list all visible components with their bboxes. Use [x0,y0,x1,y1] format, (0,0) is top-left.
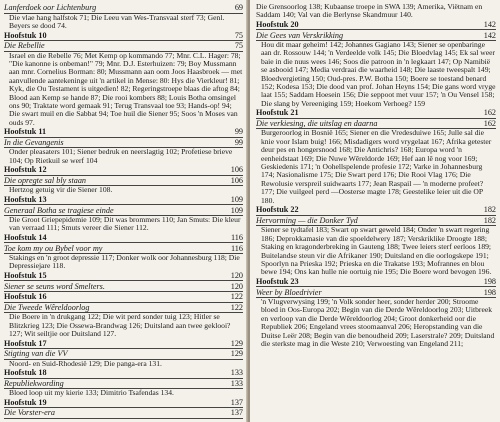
toc-page-number: 162 [483,108,496,118]
toc-subentries: Siener se tydtafel 183; Swart op swart geweld 184; Onder 'n swart regering 186; Deprokkamasie van die spoeldelwery 187; Verskriklike Droogte 188; Staking en kragonderbreking in Gauteng 188; Twee leiers sterf eerloos 189; Buitelandse steun vir die Afrikaner 190; Duitsland en die oorlogskepe 191; Spoorlyn na Prieska 192; Prieska en die Trakatse 193; Mofrannes en blou bewe 194; Ons kan hulle nie oortuig nie 195; Die Boere word bevogen 196. [261,225,492,277]
toc-heading [4,127,243,137]
toc-title: Die Tweede Wêreldoorlog [4,302,90,312]
toc-title: Die Gees van Verskrikking [256,30,344,40]
toc-entry [4,398,243,408]
toc-page-number: 116 [231,243,243,253]
toc-title: Hoofstuk 16 [4,292,47,302]
toc-page-number: 142 [483,30,496,40]
toc-heading [4,31,243,41]
toc-entry [4,138,243,165]
toc-subentries: Burgeroorlog in Bosnië 165; Siener en die Vredesduiwe 165; Julle sal die knie voor Islam buig! 166; Misdadigers word vrygelaat 167; Afrika getester deur pes en hongersnood 168; Die Antichris? 168; Europa word 'n eenheidstaat 169; Die Nuwe Wêreldorde 169; Hef aan lê nog voor 169; Geskiedenis 171; 'n Oohellspelende profesie 172; Varke in Johannesburg 174; Nasionalisme 175; Die Swart perd 176; Die Rooi Vlag 176; Die Rewolusie verspreil suidwaarts 177; Jean Raspail — 'n moderne profeet? 177; Die vuilgeel perd —Oosterse magte 178; Geestelike leier uit die OP 180. [261,128,492,205]
toc-title: Die Vorster-era [4,408,55,418]
toc-title: Siener se seuns word Smelters. [4,281,105,291]
toc-subentries: Hertzog getuig vir die Siener 108. [9,185,113,195]
toc-page-number: 162 [483,119,496,129]
toc-entry [256,205,496,215]
toc-heading [4,368,243,378]
toc-title: Die opregte sal bly staan [4,176,87,186]
toc-subentries: Onder pleasaters 101; Siener bedruk en neerslagtig 102; Profetiese brieve 104; Op Rietkuil se werf 104 [9,147,233,165]
toc-page-number: 198 [483,287,496,297]
toc-entry [4,165,243,175]
toc-page-number: 129 [230,338,243,348]
toc-heading [256,20,496,30]
toc-heading [256,205,496,215]
toc-page-number: 142 [483,20,496,29]
toc-entry [4,3,243,30]
toc-entry [4,176,243,195]
toc-page-number: 99 [234,138,243,148]
toc-heading [4,292,243,302]
toc-entry [4,339,243,349]
toc-page-number: 120 [230,271,243,281]
toc-page-number: 109 [230,205,243,215]
toc-title: In die Gevangenis [4,138,64,148]
toc-subentries: Die Grensoorlog 138; Kubaanse troepe in SWA 139; Amerika, Viëtnam en Saddam 140; Val van die Berlynse Skandmuur 140. [256,2,483,20]
toc-heading [4,271,243,281]
toc-title: Hoofstuk 21 [256,108,299,118]
toc-entry [4,368,243,378]
toc-title: Hoofstuk 10 [4,30,47,40]
toc-page-number: 137 [230,397,243,407]
toc-page-number: 133 [230,368,243,378]
toc-entry [4,233,243,243]
toc-page-number: 106 [230,176,243,186]
toc-title: Hoofstuk 11 [4,127,47,137]
toc-subentries: Israel en die Rebelle 76; Met Kemp op kommando 77; Mnr. C.L. Hager: 78; "Die kanonne is onbeman!" 79; Mnr. D.J. Esterhuizen: 79; Boy Mussmann aan mnr. Cornelius Borman: 80; Mussmann aan oom Joos Haasbroek — met aanvullende aantekeninge uit 'n artikel in Mense: 80: Hys die Vierkleur! 81; Kyk, die Ou Testament is uitgedien! 82; Regeringstroepe blaas die aftog 84; Blood aan Kemp se hande 87; Die rooi kombers 88; Louis Botha omsingel ons 90; Traktate word gemaak 91; Terug Transvaal toe 93; Hands-op! 94; Die swart muil en die Sabbat 94; Toe huil die Siener 95; Soos 'n Moses van ouds 97. [9,50,243,127]
right-page [250,0,500,422]
toc-page-number: 75 [234,41,243,51]
toc-subentries: Hou dit maar geheim! 142; Johannes Gagiano 143; Siener se openbaringe aan dr. Rossouw 144; 'n Verdeelde volk 145; Die Bloedvlag 145; Ek sal weer baie in die nuus wees 146; Soos die patroon in 'n legkaart 147; Op Namibië se asbooid 147; Media verdraai die waarheid 148; Die laaste tweespalt 149; Bloedvergieting 150; Oud-pres. P.W. Botha 150; Boere se toestand benard 152; Kodesa 153; Die dood van prof. Johan Heyns 154; Die gans word vryge laat 155; Saddam Hoesein 156; Die seppoot met vuur 157; 'n Ou Vensel 158; Die slang by Vereeniging 159; Hoekom Verhoeg? 159 [261,40,496,108]
toc-entry [4,244,243,271]
toc-title: Hoofstuk 15 [4,271,47,281]
toc-page-number: 122 [230,292,243,302]
toc-entry [256,277,496,287]
toc-heading [4,165,243,175]
toc-entry [4,303,243,339]
toc-heading [4,282,243,292]
toc-title: Hoofstuk 19 [4,397,47,407]
toc-entry [4,206,243,233]
toc-title: Hoofstuk 22 [256,205,299,215]
toc-title: Hoofstuk 12 [4,165,47,175]
toc-entry [256,31,496,109]
toc-page-number: 99 [234,127,243,137]
toc-title: Weer by Bloedrivier [256,287,322,297]
toc-page-number: 137 [230,408,243,418]
toc-entry [256,288,496,349]
toc-page-number: 75 [234,30,243,40]
toc-title: Generaal Botha se tragiese einde [4,205,114,215]
toc-title: Republiekwording [4,378,64,388]
toc-page-number: 182 [483,215,496,225]
toc-title: Stigting van die VV [4,349,68,359]
toc-entry [4,127,243,137]
toc-title: Die verkiesing, die uitslag en daarna [256,119,378,129]
toc-entry [4,349,243,368]
toc-page-number: 198 [483,276,496,286]
toc-heading [4,398,243,408]
toc-entry [4,195,243,205]
toc-title: Toe kom my ou Bybel voor my [4,243,103,253]
left-page [0,0,248,422]
toc-title: Hoofstuk 20 [256,20,299,29]
toc-entry [4,282,243,292]
toc-subentries: Die vlae hang halfstok 71; Die Leeu van Wes-Transvaal sterf 73; Genl. Beyers se dood 74. [9,12,225,30]
toc-page-number: 182 [483,205,496,215]
toc-entry [4,31,243,41]
toc-subentries: Noord- en Suid-Rhodesië 129; Die panga-era 131. [9,358,162,368]
toc-subentries: Die Groot Griepepidemie 109; Dit was brommers 110; Jan Smuts: Die kleur van verraad 111; Smuts vereer die Siener 112. [9,215,241,233]
toc-title: Die Rebellie [4,41,45,51]
toc-entry [256,216,496,277]
toc-entry [256,119,496,205]
toc-subentries: Bloed loop uit my kierie 133; Dimitrio Tsafendas 134. [9,388,174,398]
toc-title: Hoofstuk 14 [4,233,47,243]
toc-page-number: 122 [230,302,243,312]
toc-entry [256,20,496,30]
toc-page-number: 69 [234,3,243,13]
toc-entry [4,41,243,127]
toc-heading [4,339,243,349]
toc-heading [4,233,243,243]
toc-entry [4,379,243,398]
toc-page-number: 106 [230,165,243,175]
toc-heading [256,277,496,287]
toc-title: Hoofstuk 17 [4,338,47,348]
toc-page-number: 116 [231,233,243,243]
toc-entry [4,292,243,302]
toc-title: Lanferdoek oor Lichtenburg [4,3,97,13]
toc-page-number: 129 [230,349,243,359]
toc-title: Hoofstuk 13 [4,195,47,205]
toc-title: Hoofstuk 18 [4,368,47,378]
toc-subentries: Die Boere in 'n drukgang 122; Die wit perd sonder tuig 123; Hitler se Blitzkrieg 123; Die Ossewa-Brandwag 126; Duitsland aan twee geklooi? 127; Wit seiltjie oor Duitsland 127. [9,312,231,339]
toc-entry [256,108,496,118]
toc-heading [4,195,243,205]
toc-page-number: 133 [230,378,243,388]
toc-subentries: Stakings en 'n groot depressie 117; Donker wolk oor Johannesburg 118; Die Depressiejare 118. [9,253,240,271]
toc-page-number: 120 [230,281,243,291]
toc-entry [4,271,243,281]
toc-title: Hoofstuk 23 [256,276,299,286]
toc-entry [256,3,496,20]
toc-subentries: 'n Vlugverwysing 199; 'n Volk sonder heer, sonder herder 200; Stroome bloed in Oos-Europa 202; Begin van die Derde Wêreldoorlog 203; Uitbreek en verloop van die Derde Wêreldoorlog 204; Groot donkerheid oor die Republiek 206; Engeland vrees stoomaanval 206; Heropstanding van die Duitse Leër 208; Begin van die benoudheid 209; Laserstrale? 209; Duitsland die sterkste mag in die Weste 210; Verwoesting van Engeland 211; [261,296,495,348]
toc-page-number: 109 [230,195,243,205]
toc-heading [4,408,243,418]
toc-heading [256,108,496,118]
toc-entry [4,408,243,418]
toc-title: Hervorming — die Donker Tyd [256,215,358,225]
